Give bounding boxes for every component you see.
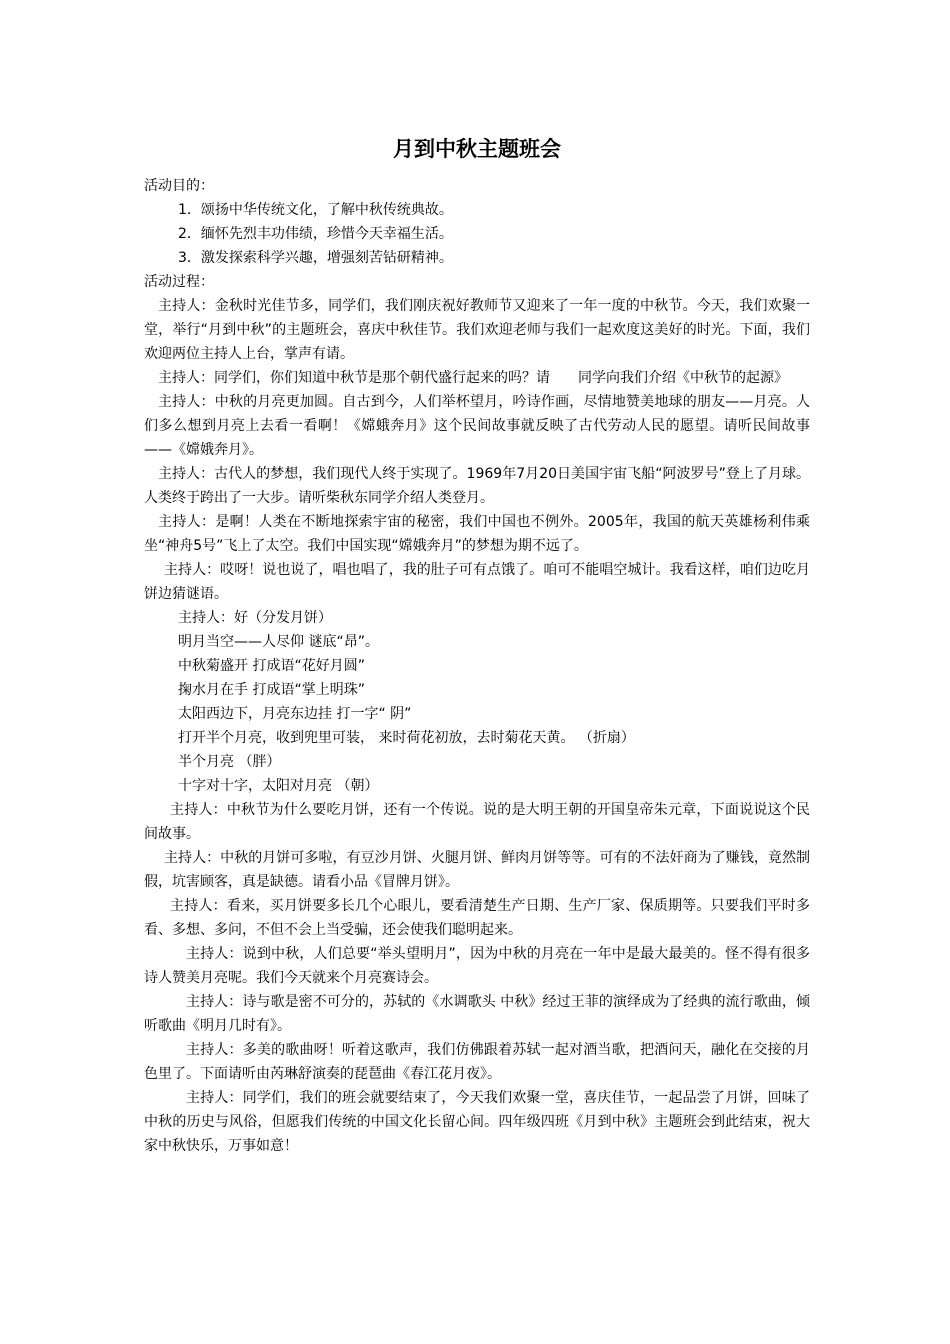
host-paragraph: 主持人：同学们，我们的班会就要结束了，今天我们欢聚一堂，喜庆佳节，一起品尝了月饼，回味了中秋的历史与风俗，但愿我们传统的中国文化长留心间。四年级四班《月到中秋》主题班会到此结束，祝大家中秋快乐，万事如意！ — [144, 1090, 810, 1154]
riddle-line: 太阳西边下，月亮东边挂 打一字“ 阴” — [178, 706, 412, 722]
host-paragraph: 主持人：金秋时光佳节多，同学们，我们刚庆祝好教师节又迎来了一年一度的中秋节。今天，我们欢聚一堂，举行“月到中秋”的主题班会，喜庆中秋佳节。我们欢迎老师与我们一起欢度这美好的时光。下面，我们欢迎两位主持人上台，掌声有请。 — [144, 298, 810, 362]
host-paragraph: 主持人：诗与歌是密不可分的，苏轼的《水调歌头 中秋》经过王菲的演绎成为了经典的流行歌曲，倾听歌曲《明月几时有》。 — [144, 994, 810, 1034]
document-page — [144, 132, 810, 1158]
purpose-item: 3．激发探索科学兴趣，增强刻苦钻研精神。 — [178, 250, 453, 266]
purpose-list — [144, 198, 810, 270]
document-title: 月到中秋主题班会 — [393, 137, 561, 161]
host-paragraph: 主持人：多美的歌曲呀！听着这歌声，我们仿佛跟着苏轼一起对酒当歌，把酒问天，融化在交接的月色里了。下面请听由芮琳舒演奏的琵琶曲《春江花月夜》。 — [144, 1042, 810, 1082]
riddle-line: 主持人：好（分发月饼） — [178, 610, 332, 626]
riddle-line: 中秋菊盛开 打成语“花好月圆” — [178, 658, 365, 674]
host-paragraph: 主持人：哎呀！说也说了，唱也唱了，我的肚子可有点饿了。咱可不能唱空城计。我看这样，咱们边吃月饼边猜谜语。 — [144, 562, 810, 602]
host-paragraph: 主持人：中秋的月饼可多啦，有豆沙月饼、火腿月饼、鲜肉月饼等等。可有的不法奸商为了赚钱，竟然制假，坑害顾客，真是缺德。请看小品《冒牌月饼》。 — [144, 850, 810, 890]
host-paragraph: 主持人：是啊！人类在不断地探索宇宙的秘密，我们中国也不例外。2005年，我国的航天英雄杨利伟乘坐“神舟5号”飞上了太空。我们中国实现“嫦娥奔月”的梦想为期不远了。 — [144, 514, 810, 554]
process-heading: 活动过程： — [144, 274, 214, 290]
host-paragraph: 主持人：中秋节为什么要吃月饼，还有一个传说。说的是大明王朝的开国皇帝朱元章，下面说说这个民间故事。 — [144, 802, 810, 842]
riddle-line: 明月当空——人尽仰 谜底“昂”。 — [178, 634, 379, 650]
purpose-heading: 活动目的： — [144, 178, 214, 194]
host-paragraph: 主持人：看来，买月饼要多长几个心眼儿，要看清楚生产日期、生产厂家、保质期等。只要我们平时多看、多想、多问，不但不会上当受骗，还会使我们聪明起来。 — [144, 898, 810, 938]
riddle-line: 十字对十字，太阳对月亮 （朝） — [178, 778, 379, 794]
host-paragraph: 主持人：说到中秋，人们总要“举头望明月”，因为中秋的月亮在一年中是最大最美的。怪不得有很多诗人赞美月亮呢。我们今天就来个月亮赛诗会。 — [144, 946, 810, 986]
riddle-list — [144, 606, 810, 798]
purpose-item: 2．缅怀先烈丰功伟绩，珍惜今天幸福生活。 — [178, 226, 453, 242]
purpose-item: 1．颂扬中华传统文化，了解中秋传统典故。 — [178, 202, 453, 218]
host-paragraph: 主持人：同学们，你们知道中秋节是那个朝代盛行起来的吗？请 同学向我们介绍《中秋节的起源》 — [158, 370, 788, 386]
riddle-line: 半个月亮 （胖） — [178, 754, 281, 770]
host-paragraph: 主持人：古代人的梦想，我们现代人终于实现了。1969年7月20日美国宇宙飞船“阿波罗号”登上了月球。人类终于跨出了一大步。请听柴秋东同学介绍人类登月。 — [144, 466, 810, 506]
riddle-line: 打开半个月亮，收到兜里可装， 来时荷花初放，去时菊花天黄。 （折扇） — [178, 730, 635, 746]
riddle-line: 掬水月在手 打成语“掌上明珠” — [178, 682, 365, 698]
host-paragraph: 主持人：中秋的月亮更加圆。自古到今，人们举杯望月，吟诗作画，尽情地赞美地球的朋友——月亮。人们多么想到月亮上去看一看啊！《嫦蛾奔月》这个民间故事就反映了古代劳动人民的愿望。请听民间故事——《嫦娥奔月》。 — [144, 394, 810, 458]
